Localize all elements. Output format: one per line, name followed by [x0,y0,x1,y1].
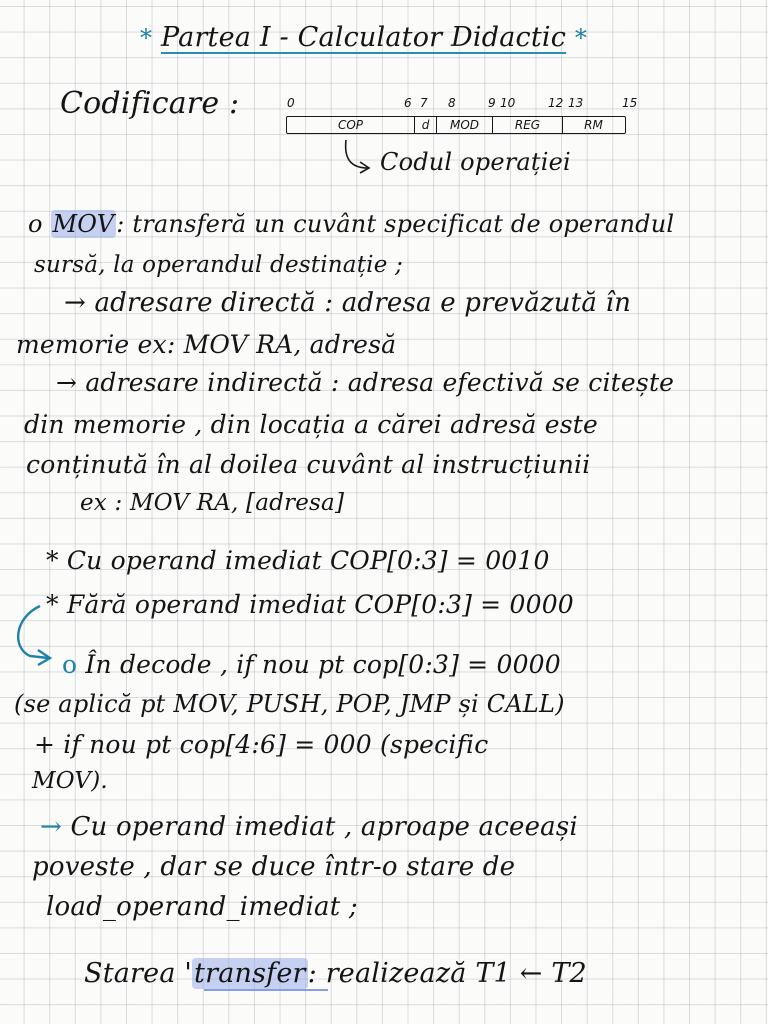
bit-label: 13 [568,96,584,110]
title-text: Partea I - Calculator Didactic [161,22,567,53]
without-operand-line: * Fără operand imediat COP[0:3] = 0000 [46,590,574,619]
field-d: d [415,117,437,133]
bullet-icon: o [28,210,43,238]
arrow-icon: → [56,368,78,397]
bit-label: 15 [622,96,638,110]
transfer-line: Starea 'transfer: realizează T1 ← T2 [84,958,587,989]
field-rm: RM [584,118,603,132]
indirect-line-2: din memorie , din locația a cărei adresă este [24,410,599,439]
mov-line-1 [28,210,674,238]
indirect-line-3: conținută în al doilea cuvânt al instrucțiunii [26,450,591,479]
bit-label: 8 [448,96,456,110]
decode-line-1: o În decode , if nou pt cop[0:3] = 0000 [62,650,561,679]
indirect-line-1: → adresare indirectă : adresa efectivă se citește [56,368,675,397]
star-icon: * [574,24,588,52]
callout-text: Codul operației [380,148,571,176]
curved-arrow-icon [18,606,48,658]
direct-line-2: memorie ex: MOV RA, adresă [16,330,397,359]
bit-label: 6 [404,96,412,110]
field-reg: REG [493,117,563,133]
arrow-icon: → [64,288,86,318]
mov-text: : transferă un cuvânt specificat de operandul [116,210,675,238]
bit-label: 9 [488,96,496,110]
bit-label: 12 [548,96,564,110]
decode-line-3: + if nou pt cop[4:6] = 000 (specific [34,730,489,759]
bit-label: 7 [420,96,428,110]
mov-keyword: MOV [52,210,115,238]
callout-arrow-icon [346,140,368,168]
star-icon: * [140,24,153,52]
bullet-icon: o [62,650,78,679]
field-mod: MOD [437,117,493,133]
bit-label: 10 [500,96,516,110]
decode-line-2: (se aplică pt MOV, PUSH, POP, JMP și CALL) [14,690,565,718]
transfer-keyword: transfer [194,958,306,989]
imediat-line-2: poveste , dar se duce într-o stare de [32,852,516,882]
codificare-label: Codificare : [60,86,240,121]
field-cop: COP [287,117,415,133]
mov-line-2: sursă, la operandul destinație ; [34,252,403,278]
with-operand-line: * Cu operand imediat COP[0:3] = 0010 [46,546,550,575]
arrow-icon: → [40,812,62,842]
imediat-line-3: load_operand_imediat ; [46,892,358,922]
imediat-line-1: → Cu operand imediat , aproape aceeași [40,812,578,842]
decode-line-4: MOV). [32,768,108,794]
bit-label: 0 [287,96,295,110]
direct-line-1: → adresare directă : adresa e prevăzută în [64,288,632,318]
indirect-example: ex : MOV RA, [adresa] [80,490,345,516]
